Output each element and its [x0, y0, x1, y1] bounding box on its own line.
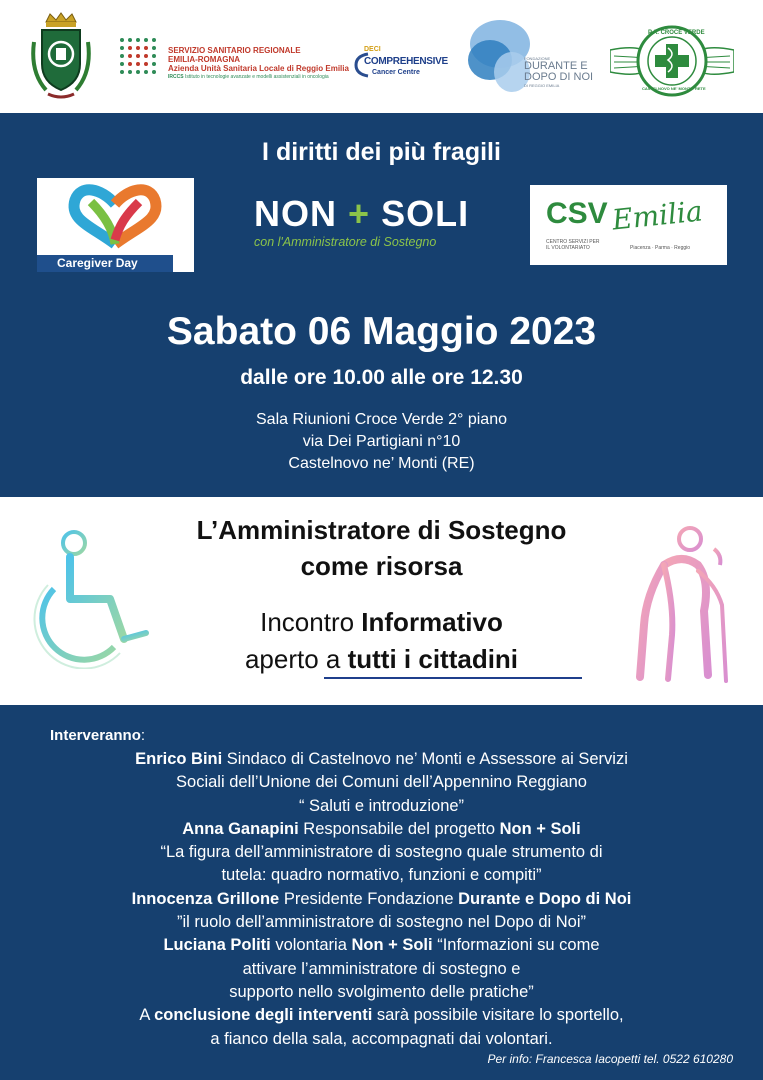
cancer-centre-top: DECI — [364, 46, 381, 53]
non-soli-b: SOLI — [381, 193, 470, 234]
csv-script: Emilia — [610, 194, 705, 237]
speaker-3-talk: ”il ruolo dell’amministratore di sostegno nel Dopo di Noi” — [176, 913, 587, 932]
fondazione-line1: DURANTE E — [524, 60, 588, 72]
speaker-2-name: Anna Ganapini — [182, 819, 299, 838]
venue-line3: Castelnovo ne’ Monti (RE) — [288, 455, 475, 472]
elderly-person-icon — [624, 525, 734, 687]
croce-verde-bottom: CASTELNOVO NE' MONTI - RETE — [642, 86, 706, 91]
theme-line4-b: tutti i cittadini — [347, 644, 519, 674]
theme-underline — [324, 677, 582, 679]
speaker-4-talk1: “Informazioni su come — [432, 936, 600, 955]
closing-line1 — [0, 1004, 763, 1027]
speaker-4-line — [0, 934, 763, 957]
speaker-2-line — [0, 818, 763, 841]
ssr-line4-a: IRCCS — [168, 74, 184, 80]
croce-verde-top: P.A. CROCE VERDE — [648, 30, 705, 36]
csv-main: CSV — [546, 197, 608, 230]
speakers-band — [0, 705, 763, 1080]
ssr-line4-b: Istituto in tecnologie avanzate e modelli assistenziali in oncologia — [184, 74, 329, 80]
venue-line2: via Dei Partigiani n°10 — [302, 433, 461, 450]
csv-places: Piacenza · Parma · Reggio — [630, 245, 691, 251]
non-soli-sub: con l'Amministratore di Sostegno — [254, 235, 437, 249]
speaker-3-name: Innocenza Grillone — [131, 889, 280, 908]
ssr-emilia-romagna-logo — [118, 36, 348, 96]
csv-emilia-logo — [530, 185, 727, 265]
speakers-intro-label: Interveranno — [50, 727, 141, 744]
speakers-body — [0, 748, 763, 1051]
croce-verde-logo — [610, 20, 734, 102]
speaker-4-talk2: attivare l’amministratore di sostegno e — [242, 959, 521, 978]
municipal-crest-icon — [28, 12, 94, 102]
speaker-4-talk3: supporto nello svolgimento delle pratiche” — [229, 982, 534, 1001]
ssr-line3: Azienda Unità Sanitaria Locale di Reggio Emilia — [168, 64, 349, 73]
dotted-grid-icon — [118, 36, 160, 82]
speakers-intro-colon: : — [140, 727, 146, 744]
speaker-1-role: Sindaco di Castelnovo ne’ Monti e Assessore ai Servizi — [222, 750, 628, 768]
event-date: Sabato 06 Maggio 2023 — [166, 310, 597, 353]
speaker-2-project: Non + Soli — [499, 819, 581, 838]
event-header-band — [0, 113, 763, 497]
event-time: dalle ore 10.00 alle ore 12.30 — [240, 366, 523, 389]
caregiver-heart-icon — [61, 180, 171, 252]
speaker-3-line — [0, 888, 763, 911]
speaker-2-talk1: “La figura dell’amministratore di sostegno quale strumento di — [160, 843, 603, 862]
theme-line1: L’Amministratore di Sostegno — [196, 515, 567, 545]
cancer-centre-main: COMPREHENSIVE — [364, 56, 448, 67]
fondazione-small2: DI REGGIO EMILIA — [524, 83, 560, 88]
closing-b: conclusione degli interventi — [154, 1006, 373, 1025]
venue-line1: Sala Riunioni Croce Verde 2° piano — [256, 411, 507, 428]
closing-line2: a fianco della sala, accompagnati dai volontari. — [210, 1029, 553, 1048]
fondazione-line2: DOPO DI NOI — [524, 71, 594, 83]
closing-c: sarà possibile visitare lo sportello, — [372, 1006, 624, 1025]
speaker-2-role: Responsabile del progetto — [298, 819, 500, 838]
theme-band — [0, 497, 763, 705]
fondazione-logo — [464, 16, 594, 96]
contact-info: Per info: Francesca Iacopetti tel. 0522 610280 — [487, 1052, 733, 1066]
theme-line3-b: Informativo — [361, 607, 503, 637]
csv-sub1: CENTRO SERVIZI PER — [546, 239, 600, 245]
theme-line4-a: aperto a — [244, 644, 348, 674]
ssr-line2: EMILIA-ROMAGNA — [168, 55, 240, 64]
speakers-intro — [50, 727, 145, 744]
speaker-1-line — [0, 748, 763, 771]
cancer-centre-sub: Cancer Centre — [372, 69, 420, 76]
speaker-2-talk2: tutela: quadro normativo, funzioni e compiti” — [221, 866, 542, 885]
caregiver-day-label: Caregiver Day — [37, 255, 173, 272]
csv-sub2: IL VOLONTARIATO — [546, 245, 590, 251]
non-soli-plus: + — [348, 193, 371, 234]
speaker-1-talk: “ Saluti e introduzione” — [298, 796, 465, 815]
cancer-centre-logo — [354, 44, 448, 84]
caregiver-day-logo — [37, 178, 194, 272]
speaker-3-org: Durante e Dopo di Noi — [458, 889, 632, 908]
speaker-4-name: Luciana Politi — [163, 936, 271, 955]
speaker-1-name: Enrico Bini — [135, 750, 223, 768]
non-soli-logo — [254, 193, 514, 263]
logo-bar — [0, 0, 763, 113]
fondazione-small: FONDAZIONE — [524, 56, 551, 61]
speaker-1-role2: Sociali dell’Unione dei Comuni dell’Appennino Reggiano — [176, 773, 587, 792]
theme-line3-a: Incontro — [260, 607, 362, 637]
closing-a: A — [139, 1006, 155, 1025]
speaker-3-role: Presidente Fondazione — [279, 889, 459, 908]
theme-line2: come risorsa — [300, 551, 463, 581]
speaker-4-role: volontaria — [270, 936, 352, 955]
ssr-line1: SERVIZIO SANITARIO REGIONALE — [168, 46, 301, 55]
speaker-4-project: Non + Soli — [351, 936, 433, 955]
page-title: I diritti dei più fragili — [262, 138, 501, 166]
non-soli-a: NON — [254, 193, 337, 234]
